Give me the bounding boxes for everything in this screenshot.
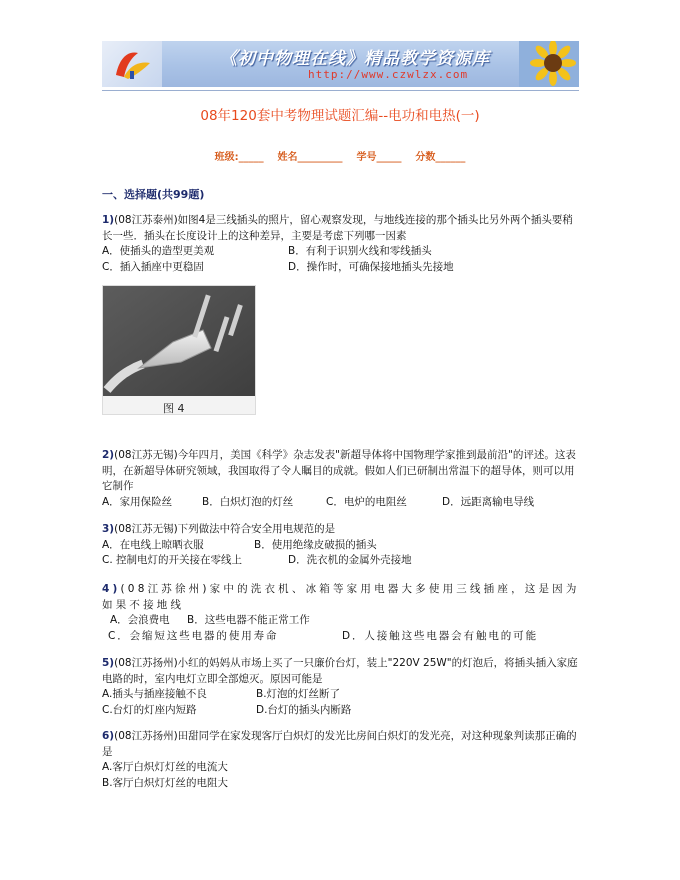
question-text: (08江苏扬州)田甜同学在家发现客厅白炽灯的发光比房间白炽灯的发光亮，对这种现象判读那正确的是 <box>102 730 577 758</box>
banner-title: 《初中物理在线》精品教学资源库 <box>220 49 490 69</box>
question-2 <box>102 448 580 510</box>
question-1 <box>102 213 580 275</box>
option-d: D.台灯的插头内断路 <box>256 703 352 716</box>
option-c: C.台灯的灯座内短路 <box>102 703 197 716</box>
option-b: B．这些电器不能正常工作 <box>187 614 310 627</box>
question-number: 6) <box>102 730 115 742</box>
site-logo <box>102 41 162 87</box>
question-text: (08江苏扬州)小红的妈妈从市场上买了一只廉价台灯，装上"220V 25W"的灯泡后，将插头插入家庭电路的时，室内电灯立即全部熄灭。原因可能是 <box>102 657 578 685</box>
plug-photo <box>102 285 256 415</box>
page-title: 08年120套中考物理试题汇编--电功和电热(一) <box>200 108 480 124</box>
option-a: A．使插头的造型更美观 <box>102 245 215 258</box>
option-a: A．家用保险丝 <box>102 495 173 508</box>
question-text: (08江苏徐州)家中的洗衣机、冰箱等家用电器大多使用三线插座，这是因为如果不接地线 <box>102 583 580 611</box>
logo-mark-icon <box>108 45 156 83</box>
question-text: (08江苏泰州)如图4是三线插头的照片，留心观察发现，与地线连接的那个插头比另外两个插头要稍长一些．插头在长度设计上的这种差异，主要是考虑下列哪一因素 <box>102 214 573 242</box>
option-c: C．插入插座中更稳固 <box>102 260 204 273</box>
student-info-line: 班级:_____ 姓名_________ 学号_____ 分数______ <box>214 152 466 163</box>
question-4 <box>102 582 580 644</box>
option-a: A.客厅白炽灯灯丝的电流大 <box>102 761 228 774</box>
question-3 <box>102 522 580 569</box>
option-b: B.客厅白炽灯灯丝的电阻大 <box>102 776 229 789</box>
question-6 <box>102 729 580 791</box>
option-a: A．在电线上晾晒衣服 <box>102 538 204 551</box>
question-number: 4) <box>102 583 121 595</box>
question-number: 2) <box>102 449 115 461</box>
option-d: D．远距离输电导线 <box>442 495 535 508</box>
option-b: B．白炽灯泡的灯丝 <box>202 495 294 508</box>
option-d: D．人接触这些电器会有触电的可能 <box>342 629 538 642</box>
section-heading: 一、选择题(共99题) <box>102 188 205 201</box>
three-prong-plug-icon <box>103 286 255 396</box>
option-c: C. 控制电灯的开关接在零线上 <box>102 554 243 567</box>
option-b: B．有利于识别火线和零线插头 <box>288 245 432 258</box>
option-c: C．会缩短这些电器的使用寿命 <box>108 629 279 642</box>
option-a: A．会浪费电 <box>110 614 170 627</box>
question-5 <box>102 656 580 718</box>
figure-caption: 图 4 <box>163 402 185 415</box>
question-number: 1) <box>102 214 115 226</box>
option-d: D．操作时，可确保接地插头先接地 <box>288 260 454 273</box>
question-text: (08江苏无锡)今年四月，美国《科学》杂志发表"新超导体将中国物理学家推到最前沿"的评述。这表明，在新超导体研究领域，我国取得了令人瞩目的成就。假如人们已研制出常温下的超导体，则可以用它制作 <box>102 449 576 493</box>
sunflower-icon <box>519 41 579 87</box>
header-banner <box>102 41 579 87</box>
option-b: B．使用绝缘皮破损的插头 <box>254 538 377 551</box>
option-d: D．洗衣机的金属外壳接地 <box>288 554 412 567</box>
option-c: C．电炉的电阻丝 <box>326 495 407 508</box>
option-b: B.灯泡的灯丝断了 <box>256 688 341 701</box>
header-divider <box>102 90 579 91</box>
banner-url[interactable]: http://www.czwlzx.com <box>308 68 469 81</box>
option-a: A.插头与插座接触不良 <box>102 688 207 701</box>
question-number: 5) <box>102 657 115 669</box>
question-text: (08江苏无锡)下列做法中符合安全用电规范的是 <box>114 523 336 535</box>
question-number: 3) <box>102 523 115 535</box>
